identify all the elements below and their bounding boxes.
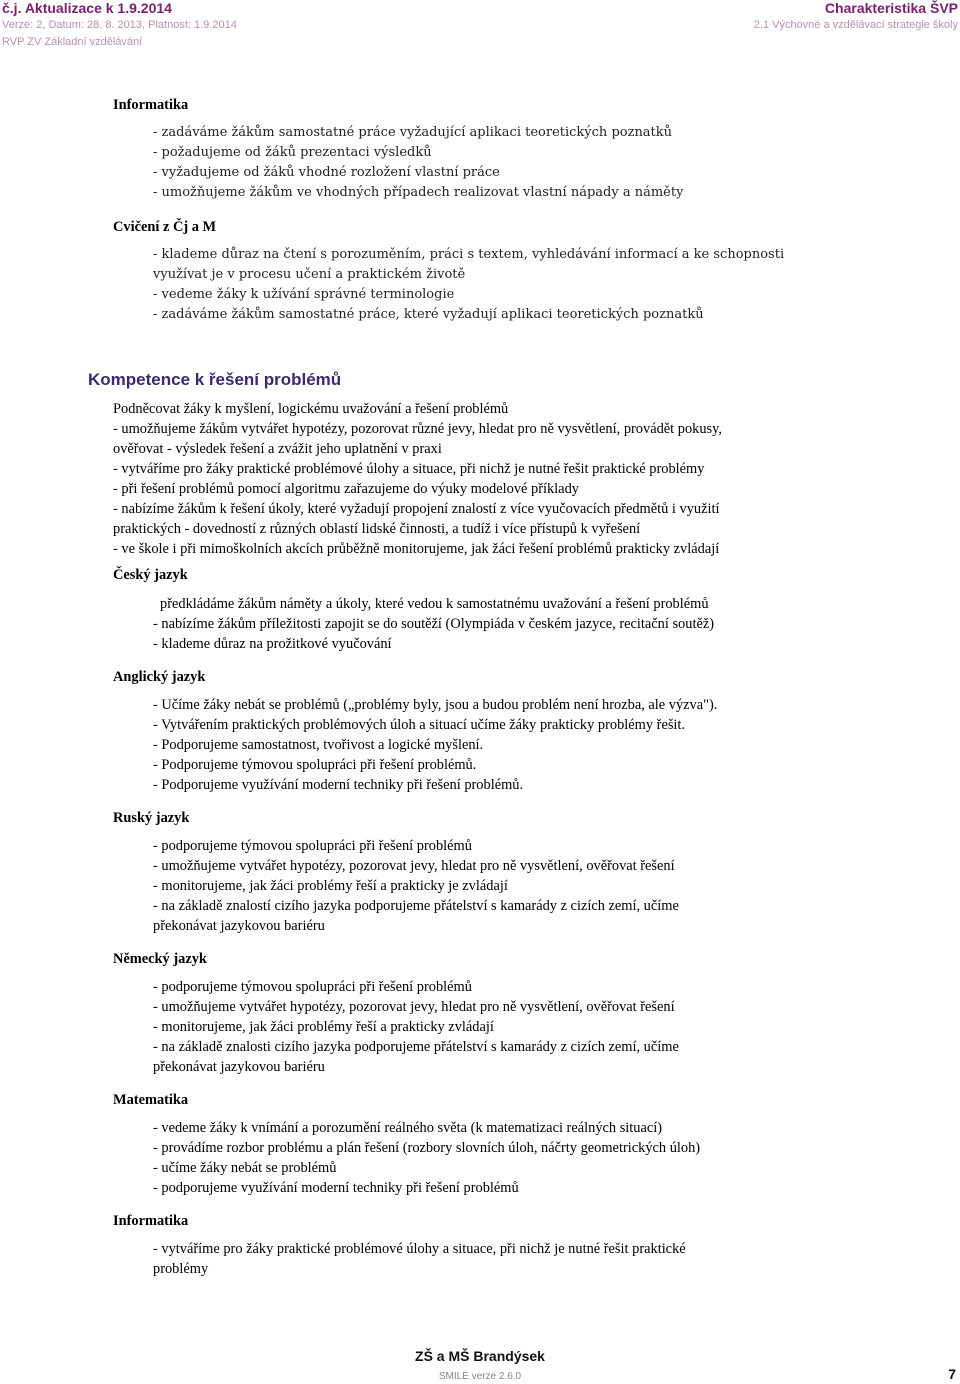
section-subtitle: 2.1 Výchovné a vzdělávací strategie školy [753,19,958,31]
footer-school: ZŠ a MŠ Brandýsek [415,1348,545,1364]
list-item: předkládáme žákům náměty a úkoly, které vedou k samostatnému uvažování a řešení problémů [160,596,709,612]
heading-rusky-jazyk: Ruský jazyk [113,810,190,826]
competence-line: praktických - dovedností z různých oblastí lidské činnosti, a tudíž i více přístupů k vyřešení [113,521,641,537]
section-title: Charakteristika ŠVP [824,0,958,16]
list-item: - monitorujeme, jak žáci problémy řeší a prakticky zvládají [153,1019,494,1035]
document-version: Verze: 2, Datum: 28. 8. 2013, Platnost: 1.9.2014 [2,19,237,31]
heading-anglicky-jazyk: Anglický jazyk [113,669,206,685]
list-item: - umožňujeme vytvářet hypotézy, pozorovat jevy, hledat pro ně vysvětlení, ověřovat řešení [153,999,675,1015]
list-item: - zadáváme žákům samostatné práce, které vyžadují aplikaci teoretických poznatků [153,307,704,322]
list-item: - vytváříme pro žáky praktické problémové úlohy a situace, při nichž je nutné řešit praktické [153,1241,686,1257]
document-rvp: RVP ZV Základní vzdělávání [2,36,143,48]
document-title: č.j. Aktualizace k 1.9.2014 [2,0,172,16]
competence-line: Podněcovat žáky k myšlení, logickému uvažování a řešení problémů [113,401,509,417]
list-item: - vyžadujeme od žáků vhodné rozložení vlastní práce [153,165,500,180]
list-item: - na základě znalosti cizího jazyka podporujeme přátelství s kamarády z cizích zemí, učíme [153,1039,679,1055]
list-item: - klademe důraz na prožitkové vyučování [153,636,392,652]
heading-matematika: Matematika [113,1092,189,1108]
competence-line: - při řešení problémů pomocí algoritmu zařazujeme do výuky modelové příklady [113,481,579,497]
list-item: - monitorujeme, jak žáci problémy řeší a prakticky je zvládají [153,878,508,894]
list-item: problémy [153,1261,209,1277]
list-item: - na základě znalostí cizího jazyka podporujeme přátelství s kamarády z cizích zemí, učíme [153,898,679,914]
list-item: - podporujeme využívání moderní techniky při řešení problémů [153,1180,519,1196]
list-item: - provádíme rozbor problému a plán řešení (rozbory slovních úloh, náčrty geometrických úloh) [153,1140,701,1156]
list-item: - umožňujeme vytvářet hypotézy, pozorovat jevy, hledat pro ně vysvětlení, ověřovat řešení [153,858,675,874]
list-item: - Podporujeme využívání moderní techniky při řešení problémů. [153,777,524,793]
list-item: překonávat jazykovou bariéru [153,1059,325,1075]
heading-informatika: Informatika [113,97,189,113]
list-item: - Vytvářením praktických problémových úloh a situací učíme žáky prakticky problémy řešit. [153,717,686,733]
list-item: - vedeme žáky k užívání správné terminologie [153,287,455,302]
list-item: - vedeme žáky k vnímání a porozumění reálného světa (k matematizaci reálných situací) [153,1120,663,1136]
competence-line: - umožňujeme žákům vytvářet hypotézy, pozorovat různé jevy, hledat pro ně vysvětlení, provádět pokusy, [113,421,723,437]
list-item: - umožňujeme žákům ve vhodných případech realizovat vlastní nápady a náměty [153,185,684,200]
list-item: - podporujeme týmovou spolupráci při řešení problémů [153,838,472,854]
heading-nemecky-jazyk: Německý jazyk [113,951,207,967]
list-item: - nabízíme žákům příležitosti zapojit se do soutěží (Olympiáda v českém jazyce, recitační soutěž) [153,616,715,632]
competence-line: - vytváříme pro žáky praktické problémové úlohy a situace, při nichž je nutné řešit praktické problémy [113,461,705,477]
heading-informatika: Informatika [113,1213,189,1229]
footer-version: SMILE verze 2.6.0 [438,1371,522,1382]
list-item: - zadáváme žákům samostatné práce vyžadující aplikaci teoretických poznatků [153,125,673,140]
list-item: - podporujeme týmovou spolupráci při řešení problémů [153,979,472,995]
list-item: překonávat jazykovou bariéru [153,918,325,934]
competence-line: - ve škole i při mimoškolních akcích průběžně monitorujeme, jak žáci řešení problémů prakticky zvládají [113,541,720,557]
heading-cesky-jazyk: Český jazyk [113,567,188,583]
competence-line: - nabízíme žákům k řešení úkoly, které vyžadují propojení znalostí z více vyučovacích předmětů i využití [113,501,720,517]
list-item: využívat je v procesu učení a praktickém životě [153,267,466,282]
list-item: - požadujeme od žáků prezentaci výsledků [153,145,432,160]
competence-heading: Kompetence k řešení problémů [88,370,342,389]
page-number: 7 [948,1366,956,1382]
list-item: - klademe důraz na čtení s porozuměním, práci s textem, vyhledávání informací a ke schopnosti [153,247,785,262]
competence-line: ověřovat - výsledek řešení a zvážit jeho uplatnění v praxi [113,441,442,457]
list-item: - Podporujeme týmovou spolupráci při řešení problémů. [153,757,477,773]
list-item: - Podporujeme samostatnost, tvořivost a logické myšlení. [153,737,484,753]
list-item: - Učíme žáky nebát se problémů („problémy byly, jsou a budou problém není hrozba, ale výzva"). [153,697,718,713]
heading-cviceni: Cvičení z Čj a M [113,219,217,235]
list-item: - učíme žáky nebát se problémů [153,1160,337,1176]
